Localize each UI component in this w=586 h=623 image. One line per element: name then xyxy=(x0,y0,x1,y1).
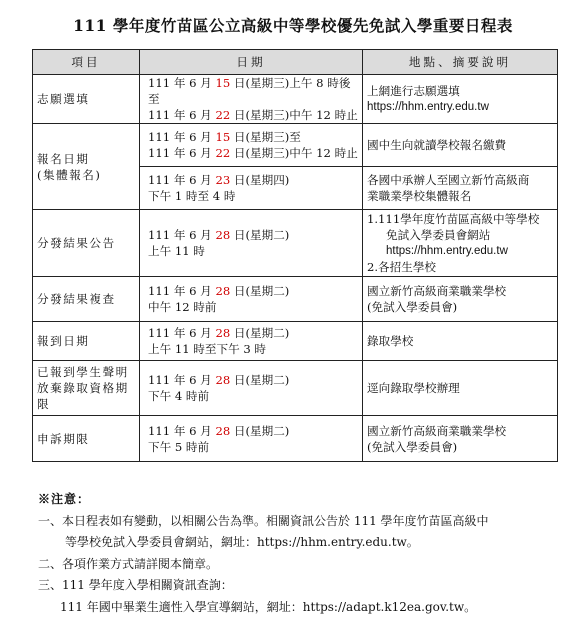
date-text: 111 年 6 月 xyxy=(148,373,216,387)
date-cell xyxy=(140,167,363,210)
highlight-day: 23 xyxy=(215,173,231,187)
highlight-day: 28 xyxy=(215,284,231,298)
date-cell xyxy=(140,416,363,462)
location-text: 業職業學校集體報名 xyxy=(367,189,472,203)
date-cell xyxy=(140,277,363,322)
highlight-day: 28 xyxy=(215,373,231,387)
item-cell xyxy=(33,361,140,416)
date-text: 111 年 6 月 xyxy=(148,146,216,160)
url-text: https://hhm.entry.edu.tw xyxy=(386,245,508,257)
location-text: 免試入學委員會網站 xyxy=(386,228,491,242)
location-cell xyxy=(363,167,558,210)
header-location: 地點、摘要說明 xyxy=(363,50,558,75)
highlight-day: 22 xyxy=(215,108,231,122)
date-text: 下午 5 時前 xyxy=(148,439,210,454)
date-text: 日(星期二) xyxy=(230,284,290,298)
location-text: 上網進行志願選填 xyxy=(367,84,460,98)
date-text: 111 年 6 月 xyxy=(148,284,216,298)
table-row xyxy=(33,210,558,277)
date-text: 下午 1 時至 4 時 xyxy=(148,189,236,203)
item-cell: 分發結果複查 xyxy=(33,277,140,322)
highlight-day: 28 xyxy=(215,326,231,340)
item-cell: 申訴期限 xyxy=(33,416,140,462)
header-date: 日期 xyxy=(140,50,363,75)
location-cell: 錄取學校 xyxy=(363,322,558,361)
item-text: (集體報名) xyxy=(37,167,102,182)
table-row xyxy=(33,416,558,462)
date-text: 日(星期三)中午 12 時止 xyxy=(230,146,358,160)
date-text: 日(星期二) xyxy=(230,423,290,438)
date-text: 日(星期三)中午 12 時止 xyxy=(230,108,358,122)
location-text: 各國中承辦人至國立新竹高級商 xyxy=(367,173,530,187)
date-text: 日(星期四) xyxy=(230,173,290,187)
note-item: 二、各項作業方式請詳閱本簡章。 xyxy=(38,556,219,571)
date-text: 111 年 6 月 xyxy=(148,326,216,340)
date-text: 上午 11 時至下午 3 時 xyxy=(148,342,267,356)
item-text: 報名日期 xyxy=(37,151,90,166)
url-text: https://hhm.entry.edu.tw xyxy=(367,101,489,113)
location-cell xyxy=(363,75,558,124)
note-item: 等學校免試入學委員會網站，網址：https://hhm.entry.edu.tw。 xyxy=(65,535,419,549)
item-text: 放棄錄取資格期 xyxy=(37,381,129,395)
schedule-table xyxy=(32,49,558,462)
header-item: 項目 xyxy=(33,50,140,75)
notes-heading: ※注意： xyxy=(38,492,91,506)
date-text: 111 年 6 月 xyxy=(148,228,216,242)
location-cell xyxy=(363,277,558,322)
date-cell xyxy=(140,210,363,277)
item-cell: 志願選填 xyxy=(33,75,140,124)
table-header-row xyxy=(33,50,558,75)
date-cell xyxy=(140,75,363,124)
highlight-day: 22 xyxy=(215,146,231,160)
note-item: 一、本日程表如有變動，以相關公告為準。相關資訊公告於 111 學年度竹苗區高級中 xyxy=(38,513,489,528)
note-item: 111 年國中畢業生適性入學宣導網站，網址：https://adapt.k12ea.gov.tw。 xyxy=(60,599,477,614)
table-row xyxy=(33,75,558,124)
date-text: 111 年 6 月 xyxy=(148,108,216,122)
location-cell: 國中生向就讀學校報名繳費 xyxy=(363,124,558,167)
date-text: 111 年 6 月 xyxy=(148,173,216,187)
date-text: 111 年 6 月 xyxy=(148,130,216,144)
date-text: 下午 4 時前 xyxy=(148,389,210,403)
location-cell xyxy=(363,416,558,462)
highlight-day: 15 xyxy=(215,76,231,90)
date-text: 日(星期二) xyxy=(230,228,290,242)
date-text: 111 年 6 月 xyxy=(148,76,216,90)
item-text: 限 xyxy=(37,397,51,411)
date-cell xyxy=(140,124,363,167)
location-text: (免試入學委員會) xyxy=(367,439,458,454)
table-row xyxy=(33,124,558,167)
item-cell: 報到日期 xyxy=(33,322,140,361)
table-row xyxy=(33,277,558,322)
note-item: 三、111 學年度入學相關資訊查詢： xyxy=(38,578,233,592)
item-cell: 分發結果公告 xyxy=(33,210,140,277)
item-text: 已報到學生聲明 xyxy=(37,365,129,379)
item-cell xyxy=(33,124,140,210)
date-text: 日(星期三)至 xyxy=(230,130,301,144)
highlight-day: 28 xyxy=(215,423,231,438)
location-text: (免試入學委員會) xyxy=(367,300,458,314)
location-text: 國立新竹高級商業職業學校 xyxy=(367,284,507,298)
notes-section xyxy=(38,489,568,618)
location-text: 國立新竹高級商業職業學校 xyxy=(367,423,507,438)
date-text: 日(星期三)上午 8 時後至 xyxy=(148,76,351,106)
location-cell xyxy=(363,210,558,277)
page-title: 111 學年度竹苗區公立高級中等學校優先免試入學重要日程表 xyxy=(73,16,513,35)
highlight-day: 15 xyxy=(215,130,231,144)
table-row xyxy=(33,361,558,416)
table-row xyxy=(33,322,558,361)
date-text: 中午 12 時前 xyxy=(148,300,217,314)
date-text: 上午 11 時 xyxy=(148,244,205,258)
location-text: 1.111學年度竹苗區高級中等學校 xyxy=(367,212,540,226)
date-text: 日(星期二) xyxy=(230,373,290,387)
date-text: 日(星期二) xyxy=(230,326,290,340)
location-cell: 逕向錄取學校辦理 xyxy=(363,361,558,416)
location-text: 2.各招生學校 xyxy=(367,260,437,274)
highlight-day: 28 xyxy=(215,228,231,242)
date-text: 111 年 6 月 xyxy=(148,423,216,438)
date-cell xyxy=(140,361,363,416)
date-cell xyxy=(140,322,363,361)
